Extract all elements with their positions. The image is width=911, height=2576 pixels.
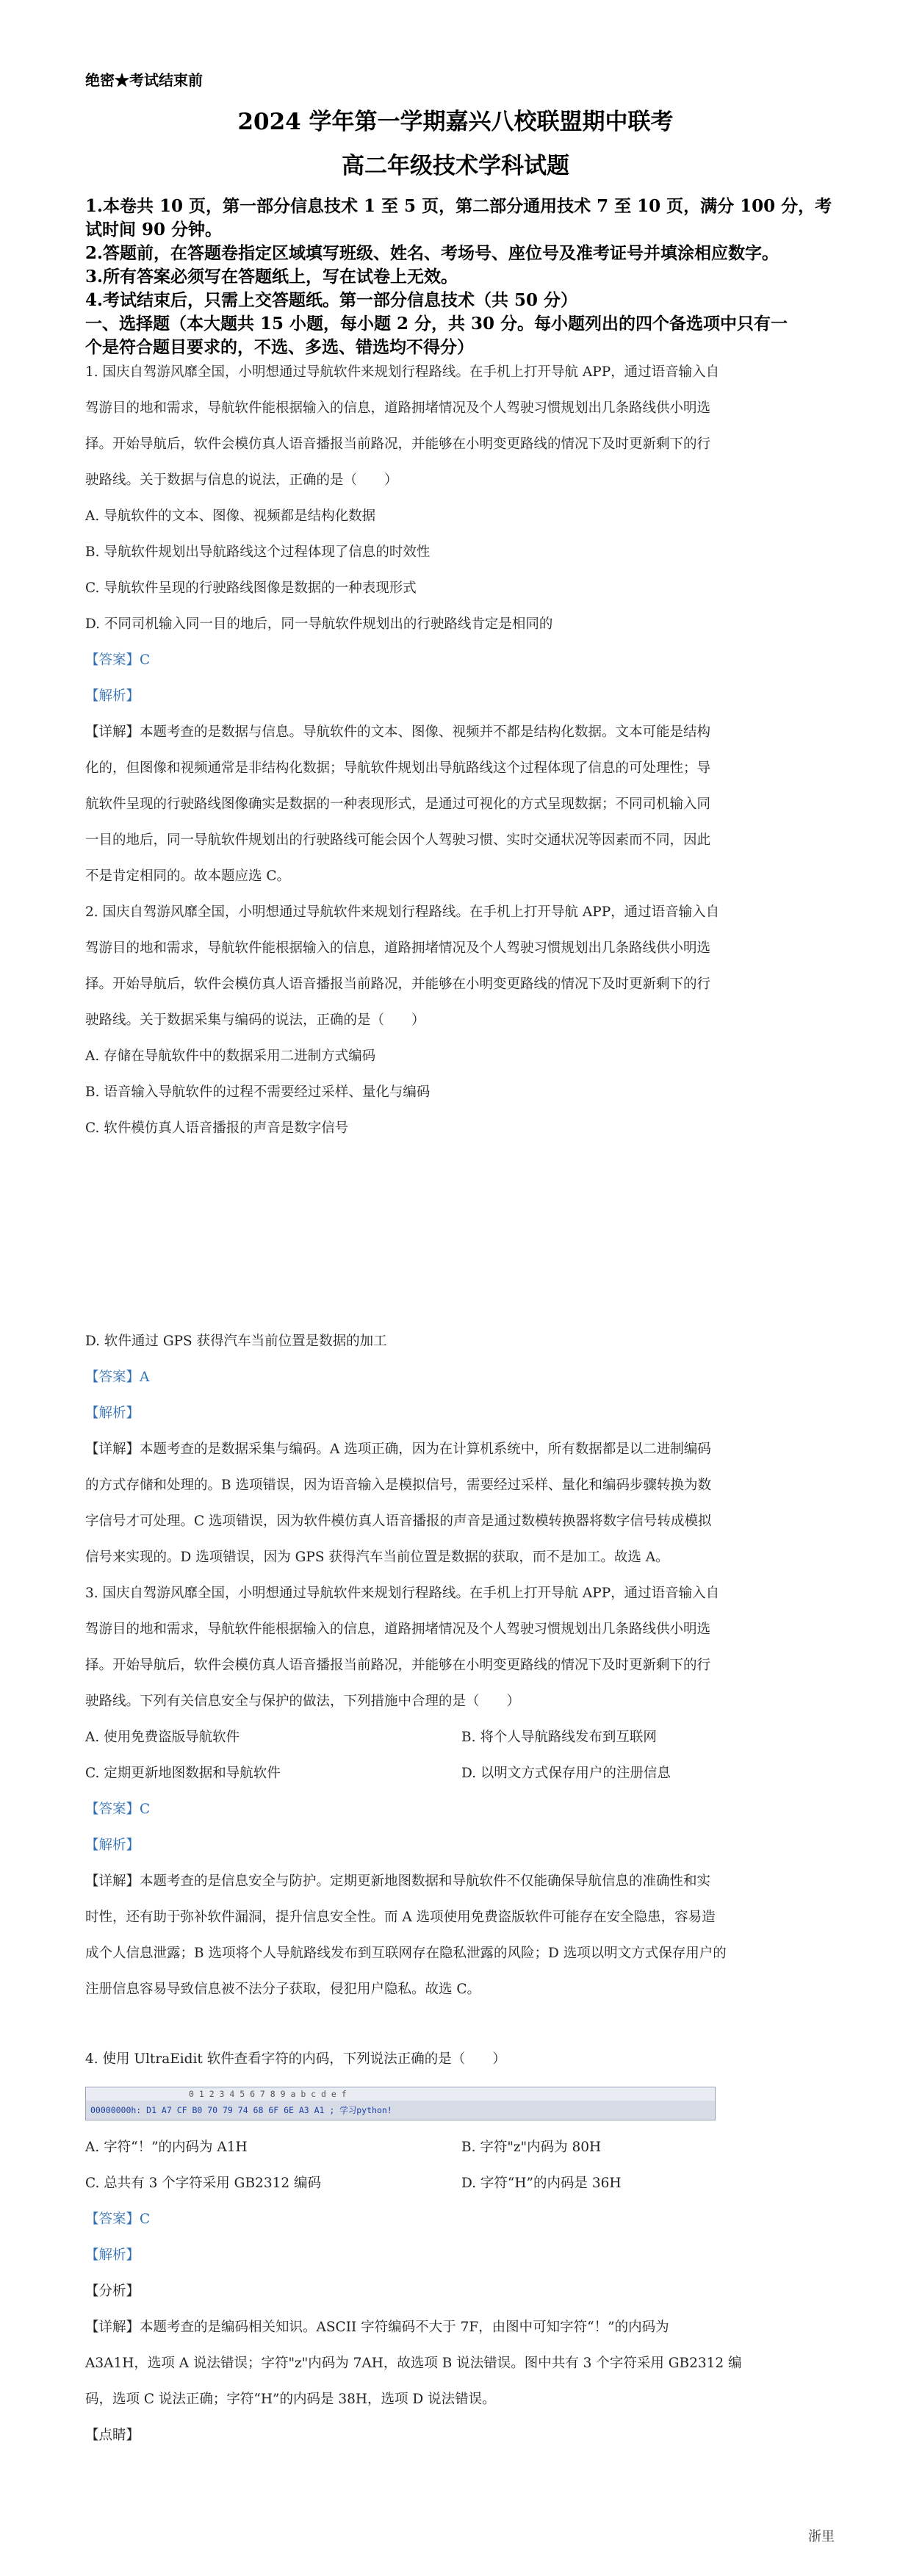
- instruction-line: 4.考试结束后，只需上交答题纸。第一部分信息技术（共 50 分）: [85, 290, 578, 310]
- q1-stem: 择。开始导航后，软件会模仿真人语音播报当前路况，并能够在小明变更路线的情况下及时更新剩下的行: [85, 436, 711, 452]
- q4-option-d: D. 字符“H”的内码是 36H: [461, 2176, 622, 2191]
- q3-jiexi: 【解析】: [85, 1838, 140, 1853]
- q3-option-b: B. 将个人导航路线发布到互联网: [461, 1730, 657, 1745]
- q2-detail: 字信号才可处理。C 选项错误，因为软件模仿真人语音播报的声音是通过数模转换器将数字信号转成模拟: [85, 1514, 712, 1529]
- q1-stem: 驾游目的地和需求，导航软件能根据输入的信息，道路拥堵情况及个人驾驶习惯规划出几条路线供小明选: [85, 400, 711, 416]
- q2-option-b: B. 语音输入导航软件的过程不需要经过采样、量化与编码: [85, 1084, 431, 1100]
- q2-option-d: D. 软件通过 GPS 获得汽车当前位置是数据的加工: [85, 1334, 387, 1349]
- q1-stem: 1. 国庆自驾游风靡全国，小明想通过导航软件来规划行程路线。在手机上打开导航 APP，通过语音输入自: [85, 364, 720, 380]
- hex-viewer-image: [85, 2087, 716, 2120]
- secret-label: 绝密★考试结束前: [85, 71, 203, 89]
- q1-detail: 【详解】本题考查的是数据与信息。导航软件的文本、图像、视频并不都是结构化数据。文本可能是结构: [85, 724, 711, 740]
- q2-detail: 信号来实现的。D 选项错误，因为 GPS 获得汽车当前位置是数据的获取，而不是加工。故选 A。: [85, 1550, 669, 1565]
- q2-stem: 2. 国庆自驾游风靡全国，小明想通过导航软件来规划行程路线。在手机上打开导航 APP，通过语音输入自: [85, 904, 720, 920]
- q4-option-b: B. 字符"z"内码为 80H: [461, 2140, 602, 2155]
- q3-option-a: A. 使用免费盗版导航软件: [85, 1730, 240, 1745]
- q3-option-c: C. 定期更新地图数据和导航软件: [85, 1766, 281, 1781]
- exam-subtitle: 高二年级技术学科试题: [342, 153, 569, 179]
- q4-option-a: A. 字符“！”的内码为 A1H: [85, 2140, 248, 2155]
- q3-stem: 3. 国庆自驾游风靡全国，小明想通过导航软件来规划行程路线。在手机上打开导航 APP，通过语音输入自: [85, 1586, 720, 1601]
- section-heading: 一、选择题（本大题共 15 小题，每小题 2 分，共 30 分。每小题列出的四个备选项中只有一: [85, 314, 788, 334]
- hex-data-row: 00000000h: D1 A7 CF B0 70 79 74 68 6F 6E A3 A1 ; 学习python!: [90, 2105, 392, 2115]
- q1-option-c: C. 导航软件呈现的行驶路线图像是数据的一种表现形式: [85, 580, 417, 596]
- q1-detail: 一目的地后，同一导航软件规划出的行驶路线可能会因个人驾驶习惯、实时交通状况等因素而不同，因此: [85, 832, 711, 848]
- q4-option-c: C. 总共有 3 个字符采用 GB2312 编码: [85, 2176, 322, 2191]
- q3-answer: 【答案】C: [85, 1802, 151, 1817]
- q4-answer: 【答案】C: [85, 2212, 151, 2227]
- q2-detail: 【详解】本题考查的是数据采集与编码。A 选项正确，因为在计算机系统中，所有数据都是以二进制编码: [85, 1442, 711, 1457]
- instruction-line: 2.答题前，在答题卷指定区域填写班级、姓名、考场号、座位号及准考证号并填涂相应数字。: [85, 243, 779, 263]
- q2-answer: 【答案】A: [85, 1370, 150, 1385]
- q3-detail: 【详解】本题考查的是信息安全与防护。定期更新地图数据和导航软件不仅能确保导航信息的准确性和实: [85, 1874, 711, 1889]
- q4-detail: 【详解】本题考查的是编码相关知识。ASCII 字符编码不大于 7F，由图中可知字符“！”的内码为: [85, 2320, 669, 2335]
- q1-option-d: D. 不同司机输入同一目的地后，同一导航软件规划出的行驶路线肯定是相同的: [85, 616, 553, 632]
- q4-jiexi: 【解析】: [85, 2248, 140, 2263]
- q1-detail: 化的，但图像和视频通常是非结构化数据；导航软件规划出导航路线这个过程体现了信息的可处理性；导: [85, 760, 711, 776]
- q1-answer: 【答案】C: [85, 652, 151, 668]
- exam-title: 2024 学年第一学期嘉兴八校联盟期中联考: [237, 109, 674, 135]
- q1-jiexi: 【解析】: [85, 688, 140, 704]
- q4-analysis: 【分析】: [85, 2284, 140, 2299]
- q2-stem: 驾游目的地和需求，导航软件能根据输入的信息，道路拥堵情况及个人驾驶习惯规划出几条路线供小明选: [85, 940, 711, 956]
- q4-detail: 码，选项 C 说法正确；字符“H”的内码是 38H，选项 D 说法错误。: [85, 2392, 496, 2407]
- q3-stem: 择。开始导航后，软件会模仿真人语音播报当前路况，并能够在小明变更路线的情况下及时更新剩下的行: [85, 1658, 711, 1673]
- q3-option-d: D. 以明文方式保存用户的注册信息: [461, 1766, 671, 1781]
- q2-stem: 驶路线。关于数据采集与编码的说法，正确的是（ ）: [85, 1012, 425, 1028]
- q4-stem: 4. 使用 UltraEidit 软件查看字符的内码，下列说法正确的是（ ）: [85, 2051, 506, 2067]
- hex-column-header: [86, 2087, 715, 2101]
- q1-option-a: A. 导航软件的文本、图像、视频都是结构化数据: [85, 508, 376, 524]
- page-footer: 浙里: [808, 2529, 835, 2544]
- q3-stem: 驾游目的地和需求，导航软件能根据输入的信息，道路拥堵情况及个人驾驶习惯规划出几条路线供小明选: [85, 1622, 711, 1637]
- q2-jiexi: 【解析】: [85, 1406, 140, 1421]
- q3-detail: 注册信息容易导致信息被不法分子获取，侵犯用户隐私。故选 C。: [85, 1982, 481, 1997]
- q2-stem: 择。开始导航后，软件会模仿真人语音播报当前路况，并能够在小明变更路线的情况下及时更新剩下的行: [85, 976, 711, 992]
- q1-stem: 驶路线。关于数据与信息的说法，正确的是（ ）: [85, 472, 398, 488]
- q4-detail: A3A1H，选项 A 说法错误；字符"z"内码为 7AH，故选项 B 说法错误。图中共有 3 个字符采用 GB2312 编: [85, 2356, 742, 2371]
- hex-column-labels: 0 1 2 3 4 5 6 7 8 9 a b c d e f: [189, 2089, 347, 2099]
- q4-dianjing: 【点睛】: [85, 2428, 140, 2443]
- q2-option-c: C. 软件模仿真人语音播报的声音是数字信号: [85, 1120, 349, 1136]
- q1-option-b: B. 导航软件规划出导航路线这个过程体现了信息的时效性: [85, 544, 431, 560]
- section-heading: 个是符合题目要求的，不选、多选、错选均不得分）: [85, 337, 474, 357]
- q3-detail: 成个人信息泄露；B 选项将个人导航路线发布到互联网存在隐私泄露的风险；D 选项以明文方式保存用户的: [85, 1946, 727, 1961]
- instruction-line: 试时间 90 分钟。: [85, 220, 223, 240]
- q1-detail: 不是肯定相同的。故本题应选 C。: [85, 868, 291, 884]
- q3-detail: 时性，还有助于弥补软件漏洞，提升信息安全性。而 A 选项使用免费盗版软件可能存在安全隐患，容易造: [85, 1910, 716, 1925]
- instruction-line: 1.本卷共 10 页，第一部分信息技术 1 至 5 页，第二部分通用技术 7 至 10 页，满分 100 分，考: [85, 196, 832, 216]
- instruction-line: 3.所有答案必须写在答题纸上，写在试卷上无效。: [85, 267, 458, 287]
- q3-stem: 驶路线。下列有关信息安全与保护的做法，下列措施中合理的是（ ）: [85, 1694, 521, 1709]
- q2-option-a: A. 存储在导航软件中的数据采用二进制方式编码: [85, 1048, 376, 1064]
- q1-detail: 航软件呈现的行驶路线图像确实是数据的一种表现形式，是通过可视化的方式呈现数据；不同司机输入同: [85, 796, 711, 812]
- q2-detail: 的方式存储和处理的。B 选项错误，因为语音输入是模拟信号，需要经过采样、量化和编码步骤转换为数: [85, 1478, 711, 1493]
